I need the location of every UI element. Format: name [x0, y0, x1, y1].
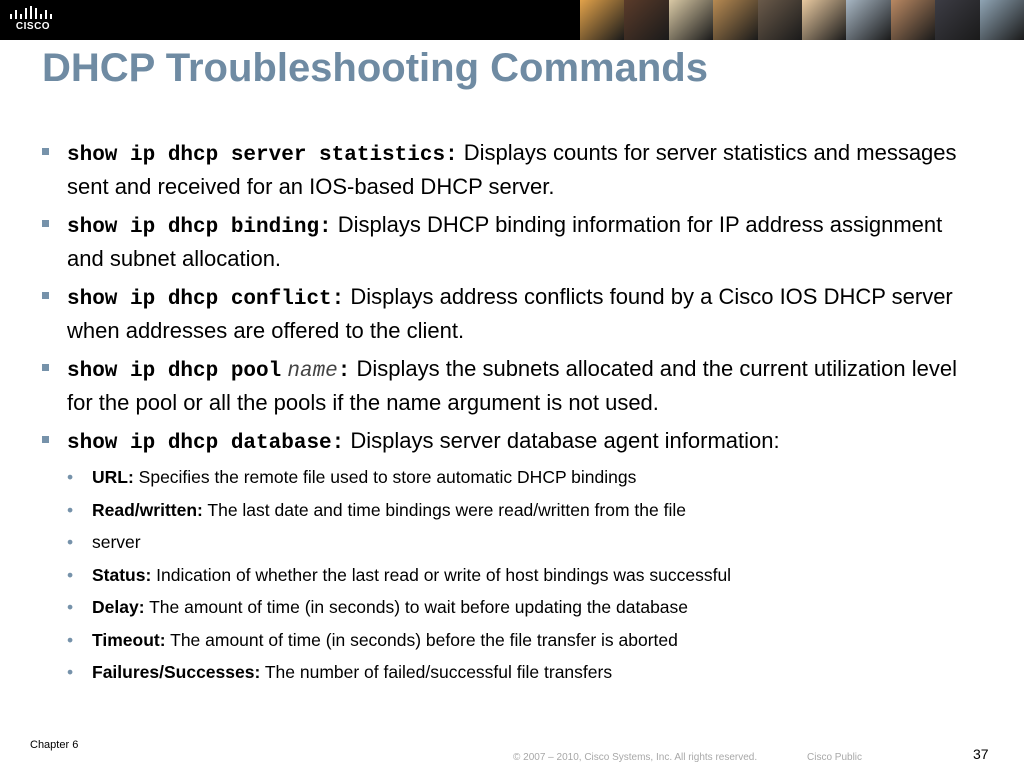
- command-description: Displays counts for server statistics and messages sent and received for an IOS-based DHCP server.: [67, 140, 957, 199]
- command-colon: :: [319, 216, 332, 239]
- copyright-notice: © 2007 – 2010, Cisco Systems, Inc. All rights reserved.: [513, 752, 758, 763]
- bullet-list: [40, 137, 980, 694]
- cisco-wordmark: CISCO: [15, 21, 51, 32]
- header-photo: [802, 0, 846, 40]
- dot-bullet-icon: •: [67, 532, 74, 552]
- item-label: Failures/Successes:: [92, 662, 261, 682]
- command-item: [40, 425, 980, 459]
- square-bullet-icon: [42, 220, 49, 227]
- command-description: Displays address conflicts found by a Cisco IOS DHCP server when addresses are offered to the client.: [67, 284, 953, 343]
- header-photo: [713, 0, 757, 40]
- chapter-label: Chapter 6: [30, 739, 79, 751]
- header-photo: [891, 0, 935, 40]
- command-name: show ip dhcp server statistics: [67, 144, 446, 167]
- dot-bullet-icon: •: [67, 499, 74, 520]
- command-description: Displays the subnets allocated and the current utilization level for the pool or all the pools if the name argument is not used.: [67, 356, 957, 415]
- command-name: show ip dhcp pool: [67, 360, 282, 383]
- item-label: URL:: [92, 467, 134, 487]
- header-photo: [624, 0, 668, 40]
- item-label: Delay:: [92, 597, 145, 617]
- header-bar: [0, 0, 1024, 40]
- square-bullet-icon: [42, 148, 49, 155]
- photo-strip: [580, 0, 1024, 40]
- item-text: The number of failed/successful file transfers: [260, 662, 613, 682]
- dot-bullet-icon: •: [67, 597, 74, 617]
- item-text: The amount of time (in seconds) to wait before updating the database: [144, 597, 689, 617]
- square-bullet-icon: [42, 364, 49, 371]
- command-item: [40, 137, 980, 202]
- item-text: server: [92, 532, 141, 552]
- database-info-item: [40, 499, 980, 521]
- header-photo: [758, 0, 802, 40]
- command-name: show ip dhcp database: [67, 432, 332, 455]
- cisco-bridge-icon: [8, 5, 58, 21]
- command-argument: name: [287, 360, 338, 383]
- command-description: Displays server database agent information:: [344, 428, 780, 453]
- database-info-item: [40, 531, 980, 553]
- database-info-list: [40, 466, 980, 683]
- command-colon: :: [331, 432, 345, 455]
- page-title: DHCP Troubleshooting Commands: [42, 46, 708, 90]
- command-name: show ip dhcp conflict: [67, 288, 332, 311]
- classification-label: Cisco Public: [807, 752, 863, 763]
- cisco-logo: [8, 5, 58, 35]
- item-text: The last date and time bindings were read/written from the file: [202, 499, 686, 520]
- item-label: Read/written:: [92, 499, 203, 520]
- database-info-item: [40, 596, 980, 618]
- item-text: Specifies the remote file used to store automatic DHCP bindings: [133, 467, 637, 487]
- item-label: Status:: [92, 564, 152, 585]
- item-label: Timeout:: [92, 629, 166, 650]
- header-photo: [580, 0, 624, 40]
- database-info-item: [40, 564, 980, 586]
- command-item: [40, 353, 980, 418]
- dot-bullet-icon: •: [67, 629, 74, 650]
- command-item: [40, 209, 980, 274]
- square-bullet-icon: [42, 292, 49, 299]
- command-item: [40, 281, 980, 346]
- dot-bullet-icon: •: [67, 467, 74, 487]
- command-colon: :: [331, 288, 345, 311]
- dot-bullet-icon: •: [67, 564, 74, 585]
- header-photo: [935, 0, 979, 40]
- square-bullet-icon: [42, 436, 49, 443]
- item-text: Indication of whether the last read or write of host bindings was successful: [151, 564, 732, 585]
- page-number: 37: [973, 746, 989, 762]
- header-photo: [669, 0, 713, 40]
- header-photo: [980, 0, 1024, 40]
- command-colon: :: [445, 144, 458, 167]
- database-info-item: [40, 661, 980, 683]
- header-photo: [846, 0, 890, 40]
- dot-bullet-icon: •: [67, 662, 74, 682]
- command-name: show ip dhcp binding: [67, 216, 320, 239]
- database-info-item: [40, 629, 980, 651]
- database-info-item: [40, 466, 980, 488]
- item-text: The amount of time (in seconds) before the file transfer is aborted: [165, 629, 678, 650]
- command-colon: :: [337, 360, 351, 383]
- command-description: Displays DHCP binding information for IP address assignment and subnet allocation.: [67, 212, 943, 271]
